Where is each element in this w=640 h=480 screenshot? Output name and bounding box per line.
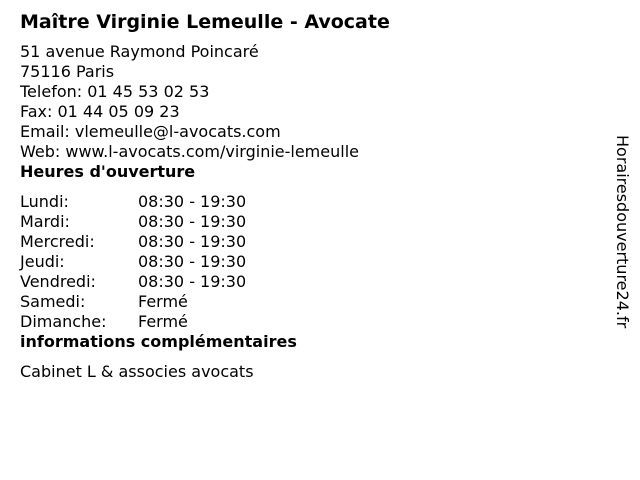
page-title: Maître Virginie Lemeulle - Avocate [20,11,390,33]
address-block [20,42,600,162]
day-label: Samedi: [20,292,86,311]
hours-row-thursday [20,252,600,272]
hours-row-saturday [20,292,600,312]
email-address: Email: vlemeulle@l-avocats.com [20,122,281,141]
brand-watermark [612,135,632,375]
hours-row-sunday [20,312,600,332]
hours-row-friday [20,272,600,292]
hours-row-monday [20,192,600,212]
day-label: Lundi: [20,192,69,211]
city-postal: 75116 Paris [20,62,115,81]
hours-row-wednesday [20,232,600,252]
hours-value: 08:30 - 19:30 [138,272,247,291]
additional-info-heading: informations complémentaires [20,332,297,351]
day-label: Mardi: [20,212,70,231]
website-address: Web: www.l-avocats.com/virginie-lemeulle [20,142,359,161]
hours-row-tuesday [20,212,600,232]
day-label: Jeudi: [20,252,65,271]
fax-number: Fax: 01 44 05 09 23 [20,102,180,121]
brand-text: Horairesdouverture24.fr [613,135,632,329]
day-label: Dimanche: [20,312,107,331]
opening-hours-heading: Heures d'ouverture [20,162,196,181]
day-label: Mercredi: [20,232,95,251]
day-label: Vendredi: [20,272,96,291]
hours-value: Fermé [138,292,188,311]
hours-value: 08:30 - 19:30 [138,252,247,271]
hours-value: 08:30 - 19:30 [138,232,247,251]
hours-value: Fermé [138,312,188,331]
street-address: 51 avenue Raymond Poincaré [20,42,259,61]
phone-number: Telefon: 01 45 53 02 53 [20,82,210,101]
business-card [20,10,600,382]
opening-hours-list [20,192,600,332]
additional-info-text: Cabinet L & associes avocats [20,362,254,381]
hours-value: 08:30 - 19:30 [138,192,247,211]
hours-value: 08:30 - 19:30 [138,212,247,231]
